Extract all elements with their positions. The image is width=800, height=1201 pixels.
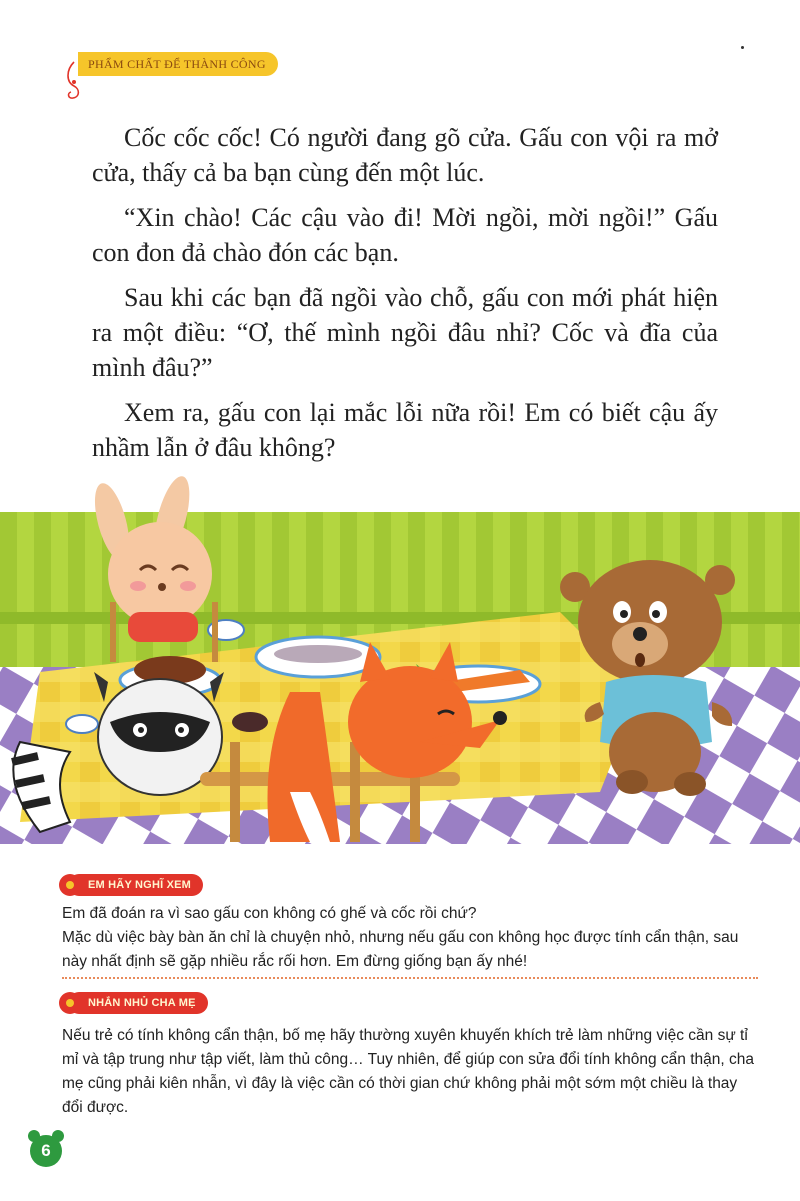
think-section-title: EM HÃY NGHĨ XEM <box>88 879 192 891</box>
page-number-badge <box>30 1133 64 1167</box>
think-line: Mặc dù việc bày bàn ăn chỉ là chuyện nhỏ, nhưng nếu gấu con không học được tính cẩn thận, sau này nhất định sẽ gặp nhiều rắc rối hơn. Em đừng giống bạn ấy nhé! <box>62 929 739 970</box>
series-title: PHẨM CHẤT ĐỂ THÀNH CÔNG <box>88 56 266 71</box>
story-paragraph: Xem ra, gấu con lại mắc lỗi nữa rồi! Em có biết cậu ấy nhầm lẫn ở đâu không? <box>92 398 718 462</box>
think-section-header <box>58 872 203 898</box>
teacup <box>66 715 98 733</box>
parents-section-pill <box>68 992 208 1014</box>
section-divider <box>62 977 758 979</box>
bowl <box>232 712 268 732</box>
story-illustration <box>0 462 800 844</box>
story-text <box>92 120 718 475</box>
think-section-pill <box>68 874 203 896</box>
story-paragraph: Cốc cốc cốc! Có người đang gõ cửa. Gấu con vội ra mở cửa, thấy cả ba bạn cùng đến một lúc. <box>92 123 718 187</box>
parents-section-title: NHẮN NHỦ CHA MẸ <box>88 997 196 1009</box>
flower-icon <box>58 991 82 1015</box>
think-line: Em đã đoán ra vì sao gấu con không có ghế và cốc rồi chứ? <box>62 905 477 922</box>
parents-section-header <box>58 990 208 1016</box>
badge-face <box>30 1135 62 1167</box>
page-number: 6 <box>41 1141 51 1160</box>
think-section-text <box>62 902 756 974</box>
flower-icon <box>58 873 82 897</box>
series-title-tag <box>78 52 278 76</box>
parents-paragraph: Nếu trẻ có tính không cẩn thận, bố mẹ hãy thường xuyên khuyến khích trẻ làm những việc cần sự tỉ mỉ và tập trung như tập viết, làm thủ công… Tuy nhiên, để giúp con sửa đổi tính không cẩn thận, cha mẹ cũng phải kiên nhẫn, vì đây là việc cần có thời gian chứ không phải một sớm một chiều là thay đổi được. <box>62 1027 754 1116</box>
parents-section-text <box>62 1024 756 1120</box>
story-paragraph: “Xin chào! Các cậu vào đi! Mời ngồi, mời ngồi!” Gấu con đon đả chào đón các bạn. <box>92 203 718 267</box>
page-dot <box>741 46 744 49</box>
story-paragraph: Sau khi các bạn đã ngồi vào chỗ, gấu con mới phát hiện ra một điều: “Ơ, thế mình ngồi đâu nhỉ? Cốc và đĩa của mình đâu?” <box>92 283 718 382</box>
